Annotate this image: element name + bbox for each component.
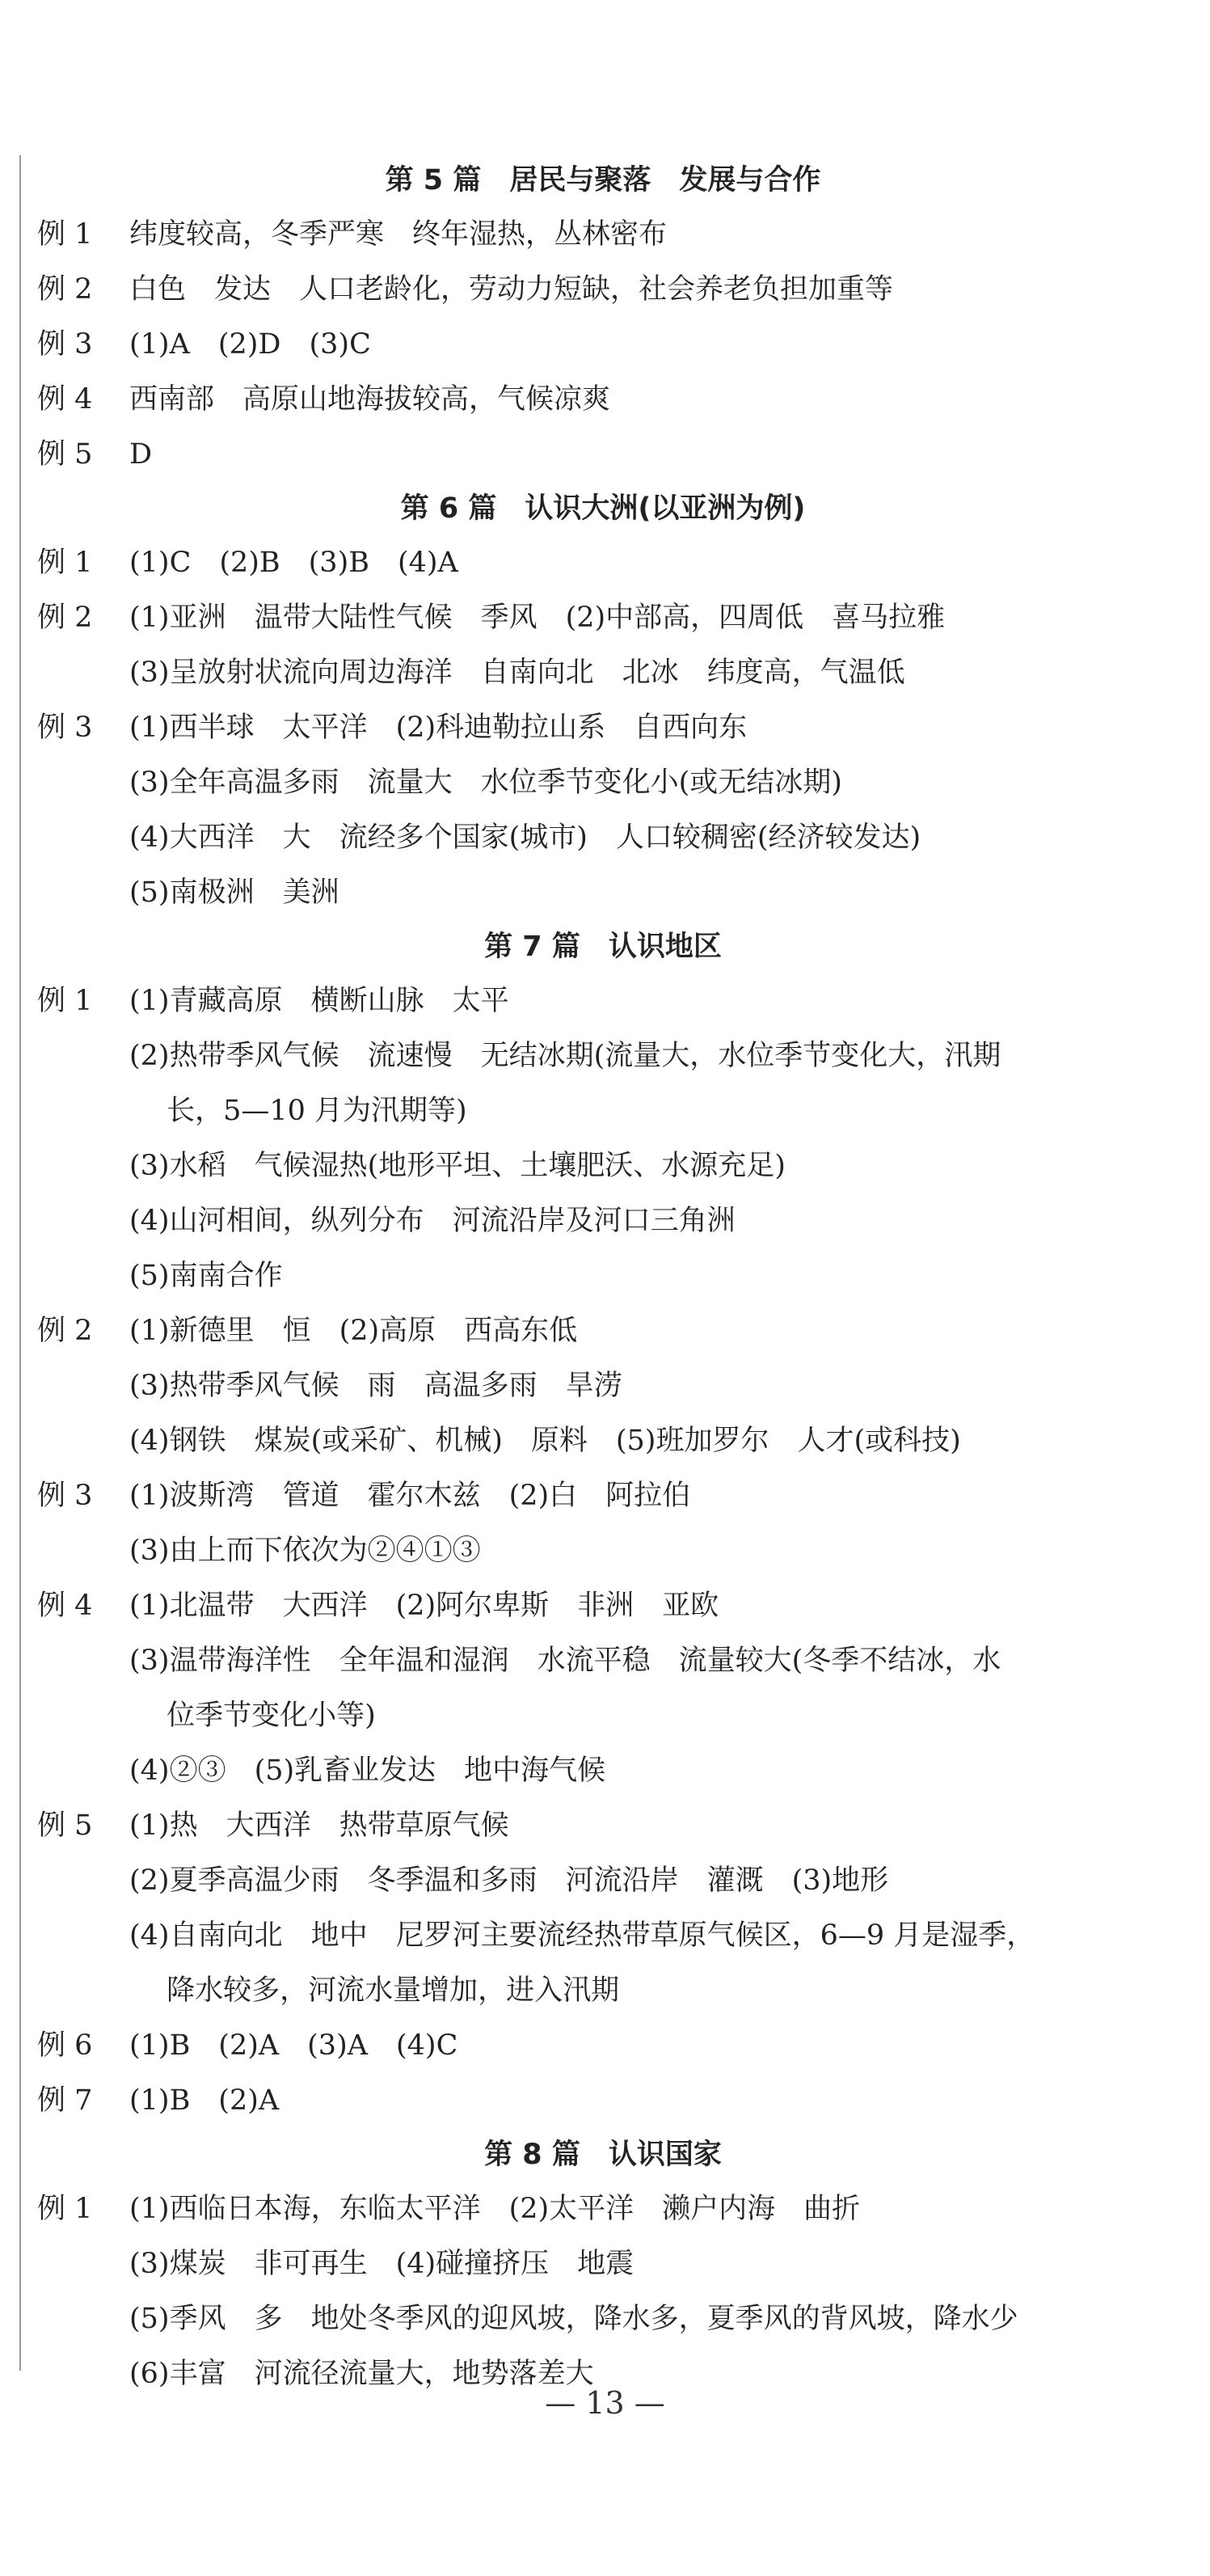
answer-line xyxy=(37,372,1169,427)
answer-key-content xyxy=(37,154,1169,2401)
answer-line xyxy=(37,1908,1169,1963)
answer-text: (2)热带季风气候 流速慢 无结冰期(流量大，水位季节变化大，汛期 xyxy=(129,1040,1001,1072)
answer-text: (1)青藏高原 横断山脉 太平 xyxy=(129,985,509,1017)
answer-line xyxy=(37,1743,1169,1798)
answer-line xyxy=(37,1413,1169,1468)
answer-text: 长，5—10 月为汛期等) xyxy=(129,1095,467,1127)
example-label: 例 3 xyxy=(37,712,93,744)
answer-text: (6)丰富 河流径流量大，地势落差大 xyxy=(129,2358,594,2390)
answer-text: (2)夏季高温少雨 冬季温和多雨 河流沿岸 灌溉 (3)地形 xyxy=(129,1864,889,1897)
example-label: 例 2 xyxy=(37,602,93,634)
answer-line xyxy=(37,1193,1169,1248)
answer-line xyxy=(37,317,1169,372)
answer-text: (1)B (2)A xyxy=(129,2084,280,2117)
answer-text: (4)钢铁 煤炭(或采矿、机械) 原料 (5)班加罗尔 人才(或科技) xyxy=(129,1425,961,1457)
example-label: 例 1 xyxy=(37,2193,93,2225)
answer-text: (1)西半球 太平洋 (2)科迪勒拉山系 自西向东 xyxy=(129,712,748,744)
answer-text: (3)由上而下依次为②④①③ xyxy=(129,1535,481,1567)
example-label: 例 5 xyxy=(37,438,93,471)
answer-line xyxy=(37,2073,1169,2128)
answer-line xyxy=(37,1798,1169,1853)
answer-line xyxy=(37,1138,1169,1193)
answer-line xyxy=(37,1688,1169,1743)
answer-text: 位季节变化小等) xyxy=(129,1700,376,1732)
answer-text: (5)南极洲 美洲 xyxy=(129,876,339,909)
answer-line xyxy=(37,2018,1169,2073)
example-label: 例 6 xyxy=(37,2029,93,2062)
answer-text: (3)呈放射状流向周边海洋 自南向北 北冰 纬度高，气温低 xyxy=(129,657,905,689)
answer-line xyxy=(37,207,1169,262)
answer-line xyxy=(37,645,1169,700)
example-label: 例 3 xyxy=(37,328,93,361)
example-label: 例 4 xyxy=(37,383,93,416)
left-margin-rule xyxy=(19,155,21,2371)
answer-line xyxy=(37,262,1169,317)
answer-line xyxy=(37,427,1169,482)
example-label: 例 1 xyxy=(37,985,93,1017)
section-heading: 第 6 篇 认识大洲(以亚洲为例) xyxy=(400,492,806,525)
answer-line xyxy=(37,1358,1169,1413)
example-label: 例 1 xyxy=(37,547,93,579)
section-heading: 第 5 篇 居民与聚落 发展与合作 xyxy=(385,164,821,196)
answer-line xyxy=(37,535,1169,590)
answer-text: (1)亚洲 温带大陆性气候 季风 (2)中部高，四周低 喜马拉雅 xyxy=(129,602,946,634)
answer-line xyxy=(37,755,1169,810)
answer-line xyxy=(37,700,1169,755)
answer-text: (4)自南向北 地中 尼罗河主要流经热带草原气候区，6—9 月是湿季， xyxy=(129,1919,1035,1952)
answer-line xyxy=(37,1248,1169,1303)
example-label: 例 2 xyxy=(37,273,93,306)
answer-text: (5)南南合作 xyxy=(129,1260,283,1292)
answer-line xyxy=(37,865,1169,920)
answer-line xyxy=(37,810,1169,865)
answer-text: (1)北温带 大西洋 (2)阿尔卑斯 非洲 亚欧 xyxy=(129,1590,719,1622)
example-label: 例 7 xyxy=(37,2084,93,2117)
answer-text: (3)温带海洋性 全年温和湿润 水流平稳 流量较大(冬季不结冰，水 xyxy=(129,1645,1001,1677)
section-heading: 第 7 篇 认识地区 xyxy=(484,931,722,963)
answer-text: (3)全年高温多雨 流量大 水位季节变化小(或无结冰期) xyxy=(129,766,842,799)
page-number: — 13 — xyxy=(545,2385,665,2421)
answer-line xyxy=(37,2291,1169,2346)
answer-text: (1)C (2)B (3)B (4)A xyxy=(129,547,458,579)
answer-text: (4)②③ (5)乳畜业发达 地中海气候 xyxy=(129,1755,606,1787)
answer-text: (3)煤炭 非可再生 (4)碰撞挤压 地震 xyxy=(129,2248,635,2280)
answer-text: 西南部 高原山地海拔较高，气候凉爽 xyxy=(129,383,611,416)
answer-text: D xyxy=(129,438,153,471)
answer-line xyxy=(37,1028,1169,1083)
answer-text: (4)大西洋 大 流经多个国家(城市) 人口较稠密(经济较发达) xyxy=(129,821,921,854)
answer-text: (1)波斯湾 管道 霍尔木兹 (2)白 阿拉伯 xyxy=(129,1480,691,1512)
answer-line xyxy=(37,1853,1169,1908)
example-label: 例 5 xyxy=(37,1810,93,1842)
answer-line xyxy=(37,1523,1169,1578)
answer-text: 降水较多，河流水量增加，进入汛期 xyxy=(129,1974,620,2007)
example-label: 例 4 xyxy=(37,1590,93,1622)
answer-line xyxy=(37,1578,1169,1633)
answer-text: (1)A (2)D (3)C xyxy=(129,328,371,361)
section-heading: 第 8 篇 认识国家 xyxy=(484,2139,722,2171)
answer-line xyxy=(37,1083,1169,1138)
example-label: 例 3 xyxy=(37,1480,93,1512)
answer-text: (1)新德里 恒 (2)高原 西高东低 xyxy=(129,1315,578,1347)
answer-text: (3)热带季风气候 雨 高温多雨 旱涝 xyxy=(129,1370,622,1402)
answer-text: (1)B (2)A (3)A (4)C xyxy=(129,2029,458,2062)
answer-text: (4)山河相间，纵列分布 河流沿岸及河口三角洲 xyxy=(129,1205,736,1237)
answer-text: (1)热 大西洋 热带草原气候 xyxy=(129,1810,509,1842)
answer-line xyxy=(37,2236,1169,2291)
answer-line xyxy=(37,2181,1169,2236)
answer-text: 纬度较高，冬季严寒 终年湿热，丛林密布 xyxy=(129,218,668,251)
answer-line xyxy=(37,590,1169,645)
answer-text: (3)水稻 气候湿热(地形平坦、土壤肥沃、水源充足) xyxy=(129,1150,786,1182)
answer-line xyxy=(37,1468,1169,1523)
answer-text: (5)季风 多 地处冬季风的迎风坡，降水多，夏季风的背风坡，降水少 xyxy=(129,2303,1018,2335)
answer-line xyxy=(37,1963,1169,2018)
example-label: 例 1 xyxy=(37,218,93,251)
answer-text: (1)西临日本海，东临太平洋 (2)太平洋 濑户内海 曲折 xyxy=(129,2193,861,2225)
answer-line xyxy=(37,1633,1169,1688)
example-label: 例 2 xyxy=(37,1315,93,1347)
answer-line xyxy=(37,1303,1169,1358)
answer-line xyxy=(37,973,1169,1028)
answer-text: 白色 发达 人口老龄化，劳动力短缺，社会养老负担加重等 xyxy=(129,273,894,306)
